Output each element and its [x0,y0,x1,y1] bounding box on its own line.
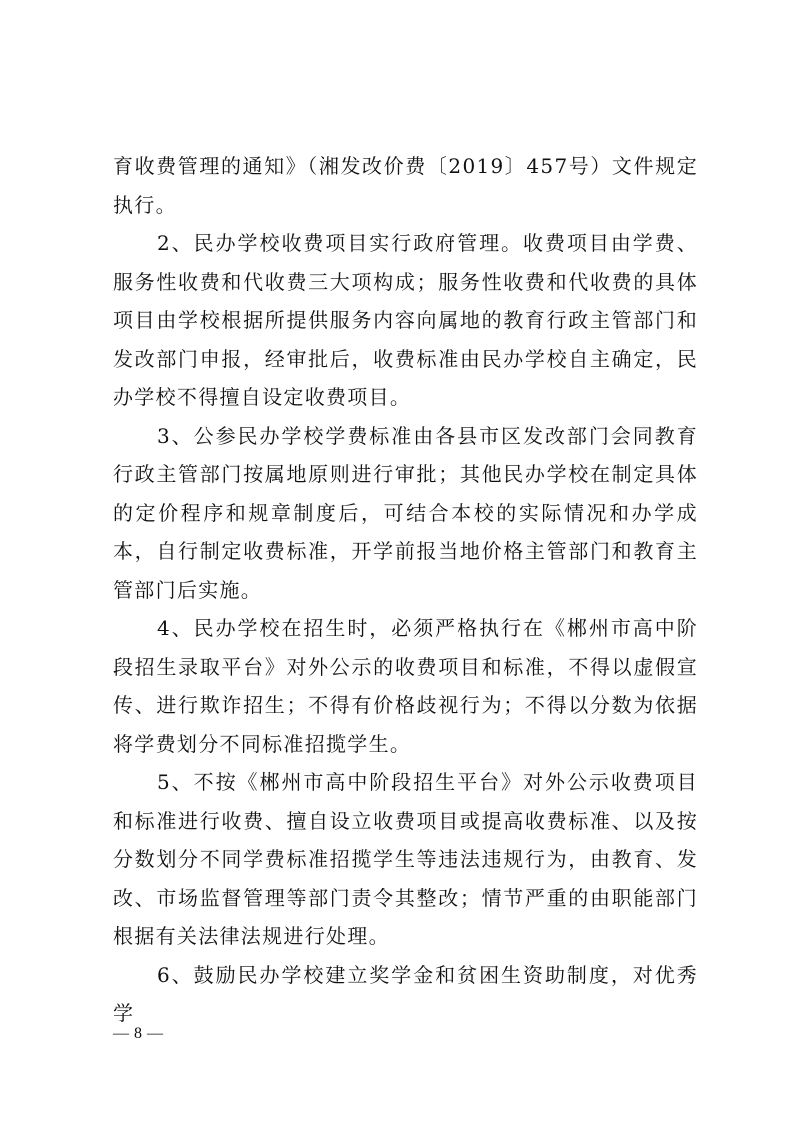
paragraph-4: 4、民办学校在招生时，必须严格执行在《郴州市高中阶段招生录取平台》对外公示的收费项目和标准，不得以虚假宣传、进行欺诈招生；不得有价格歧视行为；不得以分数为依据将学费划分不同标准招揽学生。 [113,616,698,756]
paragraph-6: 6、鼓励民办学校建立奖学金和贫困生资助制度，对优秀学 [113,962,698,1025]
paragraph-3: 3、公参民办学校学费标准由各县市区发改部门会同教育行政主管部门按属地原则进行审批；其他民办学校在制定具体的定价程序和规章制度后，可结合本校的实际情况和办学成本，自行制定收费标准，开学前报当地价格主管部门和教育主管部门后实施。 [113,423,698,602]
page-number: — 8 — [113,1025,164,1042]
paragraph-2: 2、民办学校收费项目实行政府管理。收费项目由学费、服务性收费和代收费三大项构成；服务性收费和代收费的具体项目由学校根据所提供服务内容向属地的教育行政主管部门和发改部门申报，经审批后，收费标准由民办学校自主确定，民办学校不得擅自设定收费项目。 [113,231,698,409]
document-body [113,147,698,1033]
paragraph-1: 育收费管理的通知》（湘发改价费〔2019〕457号）文件规定执行。 [113,154,698,217]
paragraph-5: 5、不按《郴州市高中阶段招生平台》对外公示收费项目和标准进行收费、擅自设立收费项目或提高收费标准、以及按分数划分不同学费标准招揽学生等违法违规行为，由教育、发改、市场监督管理等部门责令其整改；情节严重的由职能部门根据有关法律法规进行处理。 [113,770,698,948]
